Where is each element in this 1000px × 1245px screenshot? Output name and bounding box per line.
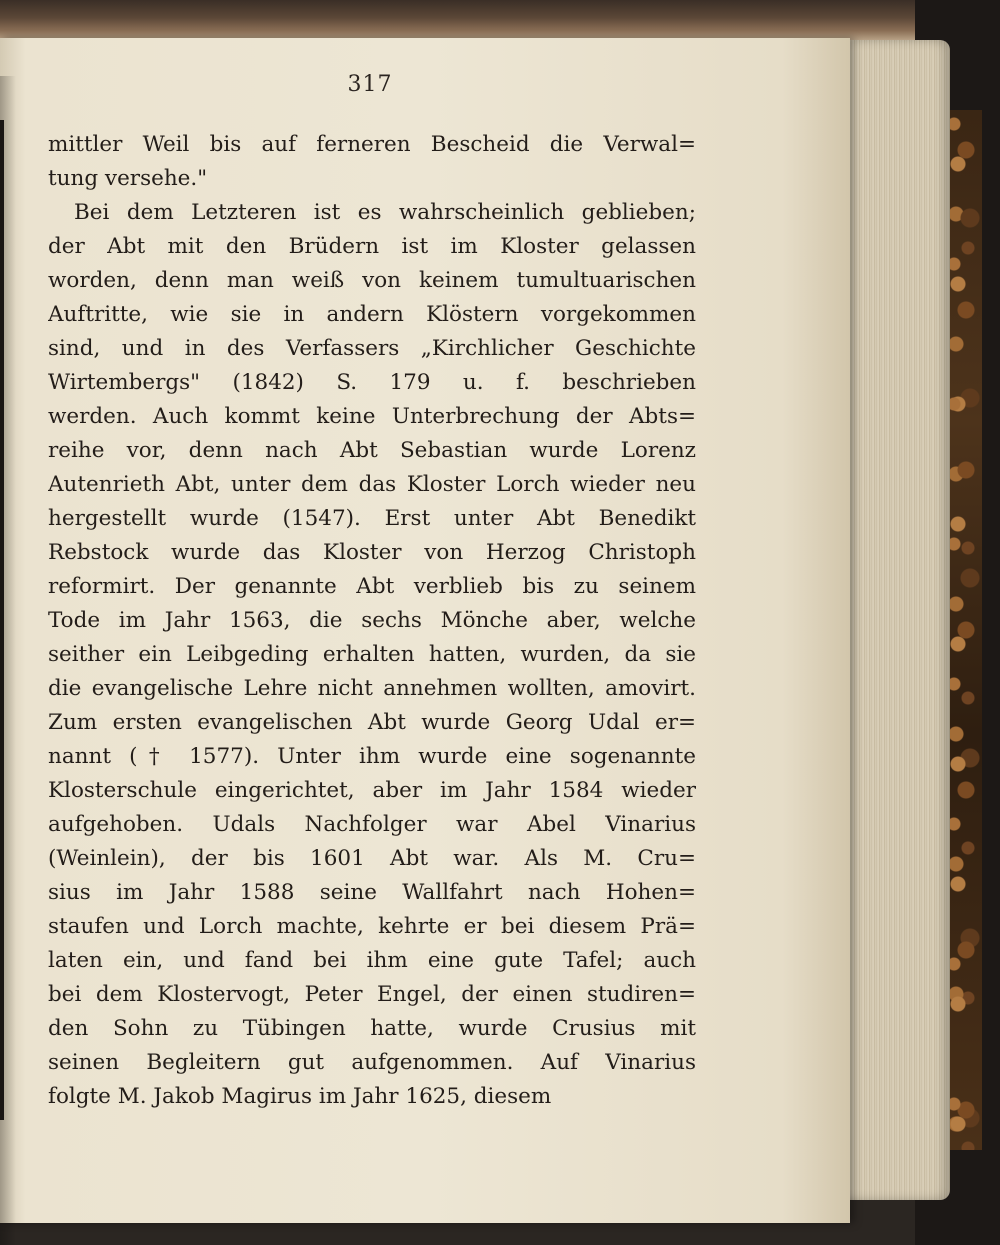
- text-line: Zum ersten evangelischen Abt wurde Georg Udal er=: [48, 710, 696, 735]
- page-number: 317: [347, 72, 393, 97]
- text-line: den Sohn zu Tübingen hatte, wurde Crusius mit: [48, 1016, 696, 1041]
- text-line: tung versehe.": [48, 166, 208, 191]
- text-line: Auftritte, wie sie in andern Klöstern vorgekommen: [48, 302, 696, 327]
- text-line: (Weinlein), der bis 1601 Abt war. Als M. Cru=: [48, 846, 696, 871]
- text-line: Bei dem Letzteren ist es wahrscheinlich geblieben;: [74, 200, 696, 225]
- text-line: sius im Jahr 1588 seine Wallfahrt nach Hohen=: [48, 880, 696, 905]
- text-line: Klosterschule eingerichtet, aber im Jahr 1584 wieder: [48, 778, 696, 803]
- text-line: aufgehoben. Udals Nachfolger war Abel Vinarius: [48, 812, 696, 837]
- text-line: Autenrieth Abt, unter dem das Kloster Lorch wieder neu: [48, 472, 696, 497]
- text-line: seinen Begleitern gut aufgenommen. Auf Vinarius: [48, 1050, 696, 1075]
- body-text: [48, 128, 696, 1114]
- text-line: Tode im Jahr 1563, die sechs Mönche aber, welche: [48, 608, 696, 633]
- text-line: mittler Weil bis auf ferneren Bescheid die Verwal=: [48, 132, 696, 157]
- page-stack-edge: [840, 40, 950, 1200]
- text-line: der Abt mit den Brüdern ist im Kloster gelassen: [48, 234, 696, 259]
- text-line: seither ein Leibgeding erhalten hatten, wurden, da sie: [48, 642, 696, 667]
- text-line: hergestellt wurde (1547). Erst unter Abt Benedikt: [48, 506, 696, 531]
- text-line: Rebstock wurde das Kloster von Herzog Christoph: [48, 540, 696, 565]
- text-line: die evangelische Lehre nicht annehmen wollten, amovirt.: [48, 676, 696, 701]
- text-line: worden, denn man weiß von keinem tumultuarischen: [48, 268, 696, 293]
- text-line: sind, und in des Verfassers „Kirchlicher Geschichte: [48, 336, 696, 361]
- text-line: reformirt. Der genannte Abt verblieb bis zu seinem: [48, 574, 696, 599]
- text-line: staufen und Lorch machte, kehrte er bei diesem Prä=: [48, 914, 696, 939]
- text-line: bei dem Klostervogt, Peter Engel, der einen studiren=: [48, 982, 696, 1007]
- text-line: reihe vor, denn nach Abt Sebastian wurde Lorenz: [48, 438, 696, 463]
- left-binding: [0, 120, 4, 1120]
- text-line: folgte M. Jakob Magirus im Jahr 1625, diesem: [48, 1084, 552, 1109]
- text-line: laten ein, und fand bei ihm eine gute Tafel; auch: [48, 948, 696, 973]
- text-line: nannt († 1577). Unter ihm wurde eine sogenannte: [48, 744, 696, 769]
- text-line: Wirtembergs" (1842) S. 179 u. f. beschrieben: [48, 370, 696, 395]
- text-line: werden. Auch kommt keine Unterbrechung der Abts=: [48, 404, 696, 429]
